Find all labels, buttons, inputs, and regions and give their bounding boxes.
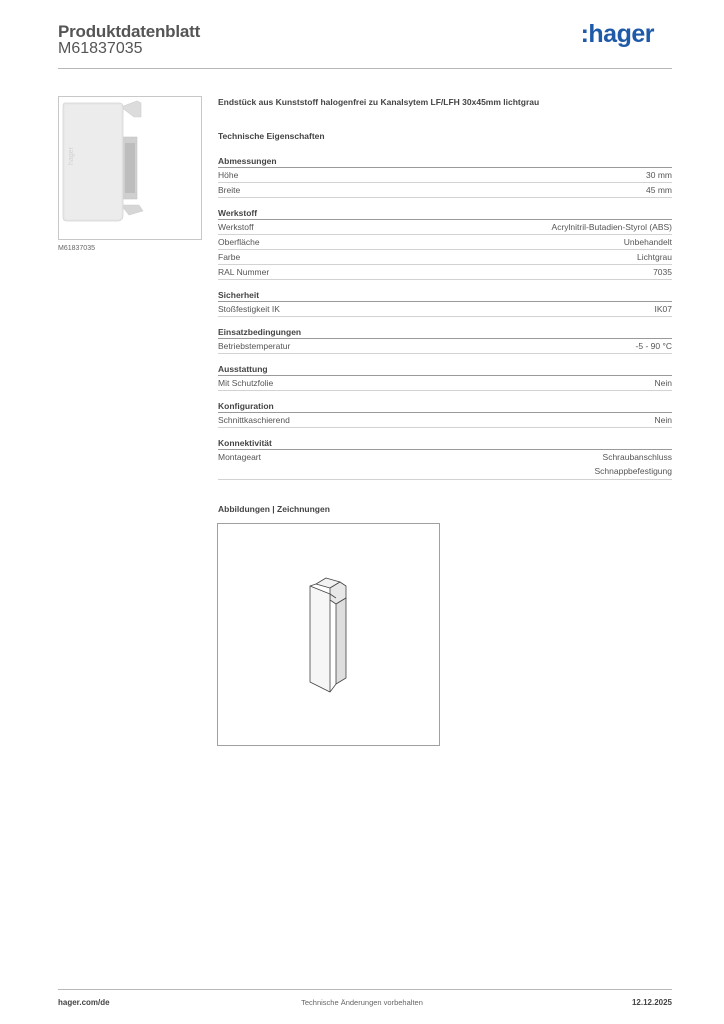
hager-logo: :hager [580, 20, 654, 48]
property-row [218, 235, 672, 250]
property-value: 30 mm [646, 170, 672, 180]
product-photo [58, 96, 202, 240]
property-value-line: Schnappbefestigung [594, 466, 672, 476]
property-value-line: Schraubanschluss [602, 452, 672, 462]
property-label: Breite [218, 185, 241, 195]
group-konfiguration [218, 400, 672, 428]
group-ausstattung [218, 363, 672, 391]
property-label: Werkstoff [218, 222, 254, 232]
property-row [218, 250, 672, 265]
group-title: Einsatzbedingungen [218, 326, 672, 339]
group-title: Konnektivität [218, 437, 672, 450]
thumbnail-caption: M61837035 [58, 245, 95, 252]
product-description: Endstück aus Kunststoff halogenfrei zu Kanalsytem LF/LFH 30x45mm lichtgrau [218, 97, 540, 107]
property-row [218, 168, 672, 183]
technical-drawing [217, 523, 440, 746]
property-row [218, 265, 672, 280]
property-label: RAL Nummer [218, 267, 270, 277]
group-einsatzbedingungen [218, 326, 672, 354]
group-title: Sicherheit [218, 289, 672, 302]
property-label: Stoßfestigkeit IK [218, 304, 280, 314]
property-value: Nein [654, 378, 672, 388]
group-title: Ausstattung [218, 363, 672, 376]
property-value: IK07 [654, 304, 672, 314]
property-value: Nein [654, 415, 672, 425]
svg-text:hager: hager [68, 147, 75, 165]
page-title: Produktdatenblatt [58, 22, 201, 41]
property-label: Höhe [218, 170, 239, 180]
property-value: 45 mm [646, 185, 672, 195]
end-cap-drawing-icon [218, 524, 439, 745]
group-konnektivitaet [218, 437, 672, 480]
property-label: Betriebstemperatur [218, 341, 291, 351]
properties-table [218, 155, 672, 489]
property-row [218, 302, 672, 317]
group-abmessungen [218, 155, 672, 198]
property-label: Oberfläche [218, 237, 260, 247]
property-row [218, 339, 672, 354]
property-row [218, 376, 672, 391]
property-value: Unbehandelt [623, 237, 672, 247]
group-title: Werkstoff [218, 207, 672, 220]
property-row [218, 450, 672, 480]
group-title: Abmessungen [218, 155, 672, 168]
property-label: Montageart [218, 452, 261, 462]
group-sicherheit [218, 289, 672, 317]
images-heading: Abbildungen | Zeichnungen [218, 504, 330, 514]
footer-divider [58, 989, 672, 990]
end-cap-photo-icon [59, 97, 201, 239]
properties-heading: Technische Eigenschaften [218, 131, 325, 141]
header-divider [58, 68, 672, 69]
property-value: 7035 [653, 267, 672, 277]
property-label: Farbe [218, 252, 241, 262]
property-value: Lichtgrau [637, 252, 672, 262]
product-code: M61837035 [58, 40, 143, 57]
footer-disclaimer: Technische Änderungen vorbehalten [301, 998, 423, 1007]
group-werkstoff [218, 207, 672, 280]
property-value: Acrylnitril-Butadien-Styrol (ABS) [551, 222, 672, 232]
property-row [218, 183, 672, 198]
property-label: Mit Schutzfolie [218, 378, 274, 388]
page-header [58, 20, 672, 70]
property-value [594, 450, 672, 478]
property-value: -5 - 90 °C [635, 341, 672, 351]
footer-date: 12.12.2025 [631, 998, 672, 1007]
property-row [218, 220, 672, 235]
property-row [218, 413, 672, 428]
footer-website-link[interactable]: hager.com/de [58, 998, 110, 1007]
property-label: Schnittkaschierend [218, 415, 290, 425]
group-title: Konfiguration [218, 400, 672, 413]
